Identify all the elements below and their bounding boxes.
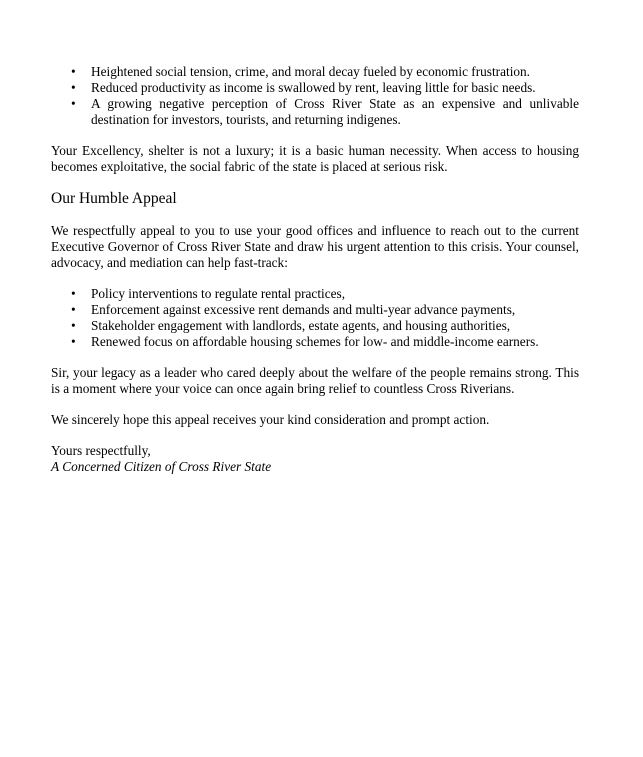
bullet-icon: • bbox=[71, 96, 76, 111]
closing-line: Yours respectfully, bbox=[51, 443, 151, 458]
document-page bbox=[51, 64, 579, 475]
legacy-paragraph: Sir, your legacy as a leader who cared deeply about the welfare of the people remains strong. This is a moment where your voice can once again bring relief to countless Cross Riverians. bbox=[51, 365, 579, 396]
appeal-paragraph: We respectfully appeal to you to use your good offices and influence to reach out to the current Executive Governor of Cross River State and draw his urgent attention to this crisis. Your counsel, advocacy, and mediation can help fast-track: bbox=[51, 223, 579, 270]
section-heading: Our Humble Appeal bbox=[51, 190, 177, 207]
bullet-icon: • bbox=[71, 286, 76, 301]
bullet-icon: • bbox=[71, 334, 76, 349]
list-item: • A growing negative perception of Cross River State as an expensive and unlivable destination for investors, tourists, and returning indigenes. bbox=[71, 96, 579, 127]
signature-line: A Concerned Citizen of Cross River State bbox=[51, 459, 272, 474]
list-item: • Enforcement against excessive rent demands and multi-year advance payments, bbox=[71, 302, 516, 317]
shelter-paragraph: Your Excellency, shelter is not a luxury; it is a basic human necessity. When access to housing becomes exploitative, the social fabric of the state is placed at serious risk. bbox=[51, 143, 579, 174]
list-item: • Renewed focus on affordable housing schemes for low- and middle-income earners. bbox=[71, 334, 539, 349]
list-item: • Reduced productivity as income is swallowed by rent, leaving little for basic needs. bbox=[71, 80, 536, 95]
hope-paragraph: We sincerely hope this appeal receives your kind consideration and prompt action. bbox=[51, 412, 490, 427]
consequences-list bbox=[51, 64, 579, 128]
bullet-icon: • bbox=[71, 318, 76, 333]
bullet-icon: • bbox=[71, 64, 76, 79]
list-item: • Heightened social tension, crime, and moral decay fueled by economic frustration. bbox=[71, 64, 531, 79]
bullet-icon: • bbox=[71, 80, 76, 95]
bullet-icon: • bbox=[71, 302, 76, 317]
actions-list bbox=[51, 286, 579, 350]
list-item: • Policy interventions to regulate rental practices, bbox=[71, 286, 346, 301]
list-item: • Stakeholder engagement with landlords, estate agents, and housing authorities, bbox=[71, 318, 511, 333]
